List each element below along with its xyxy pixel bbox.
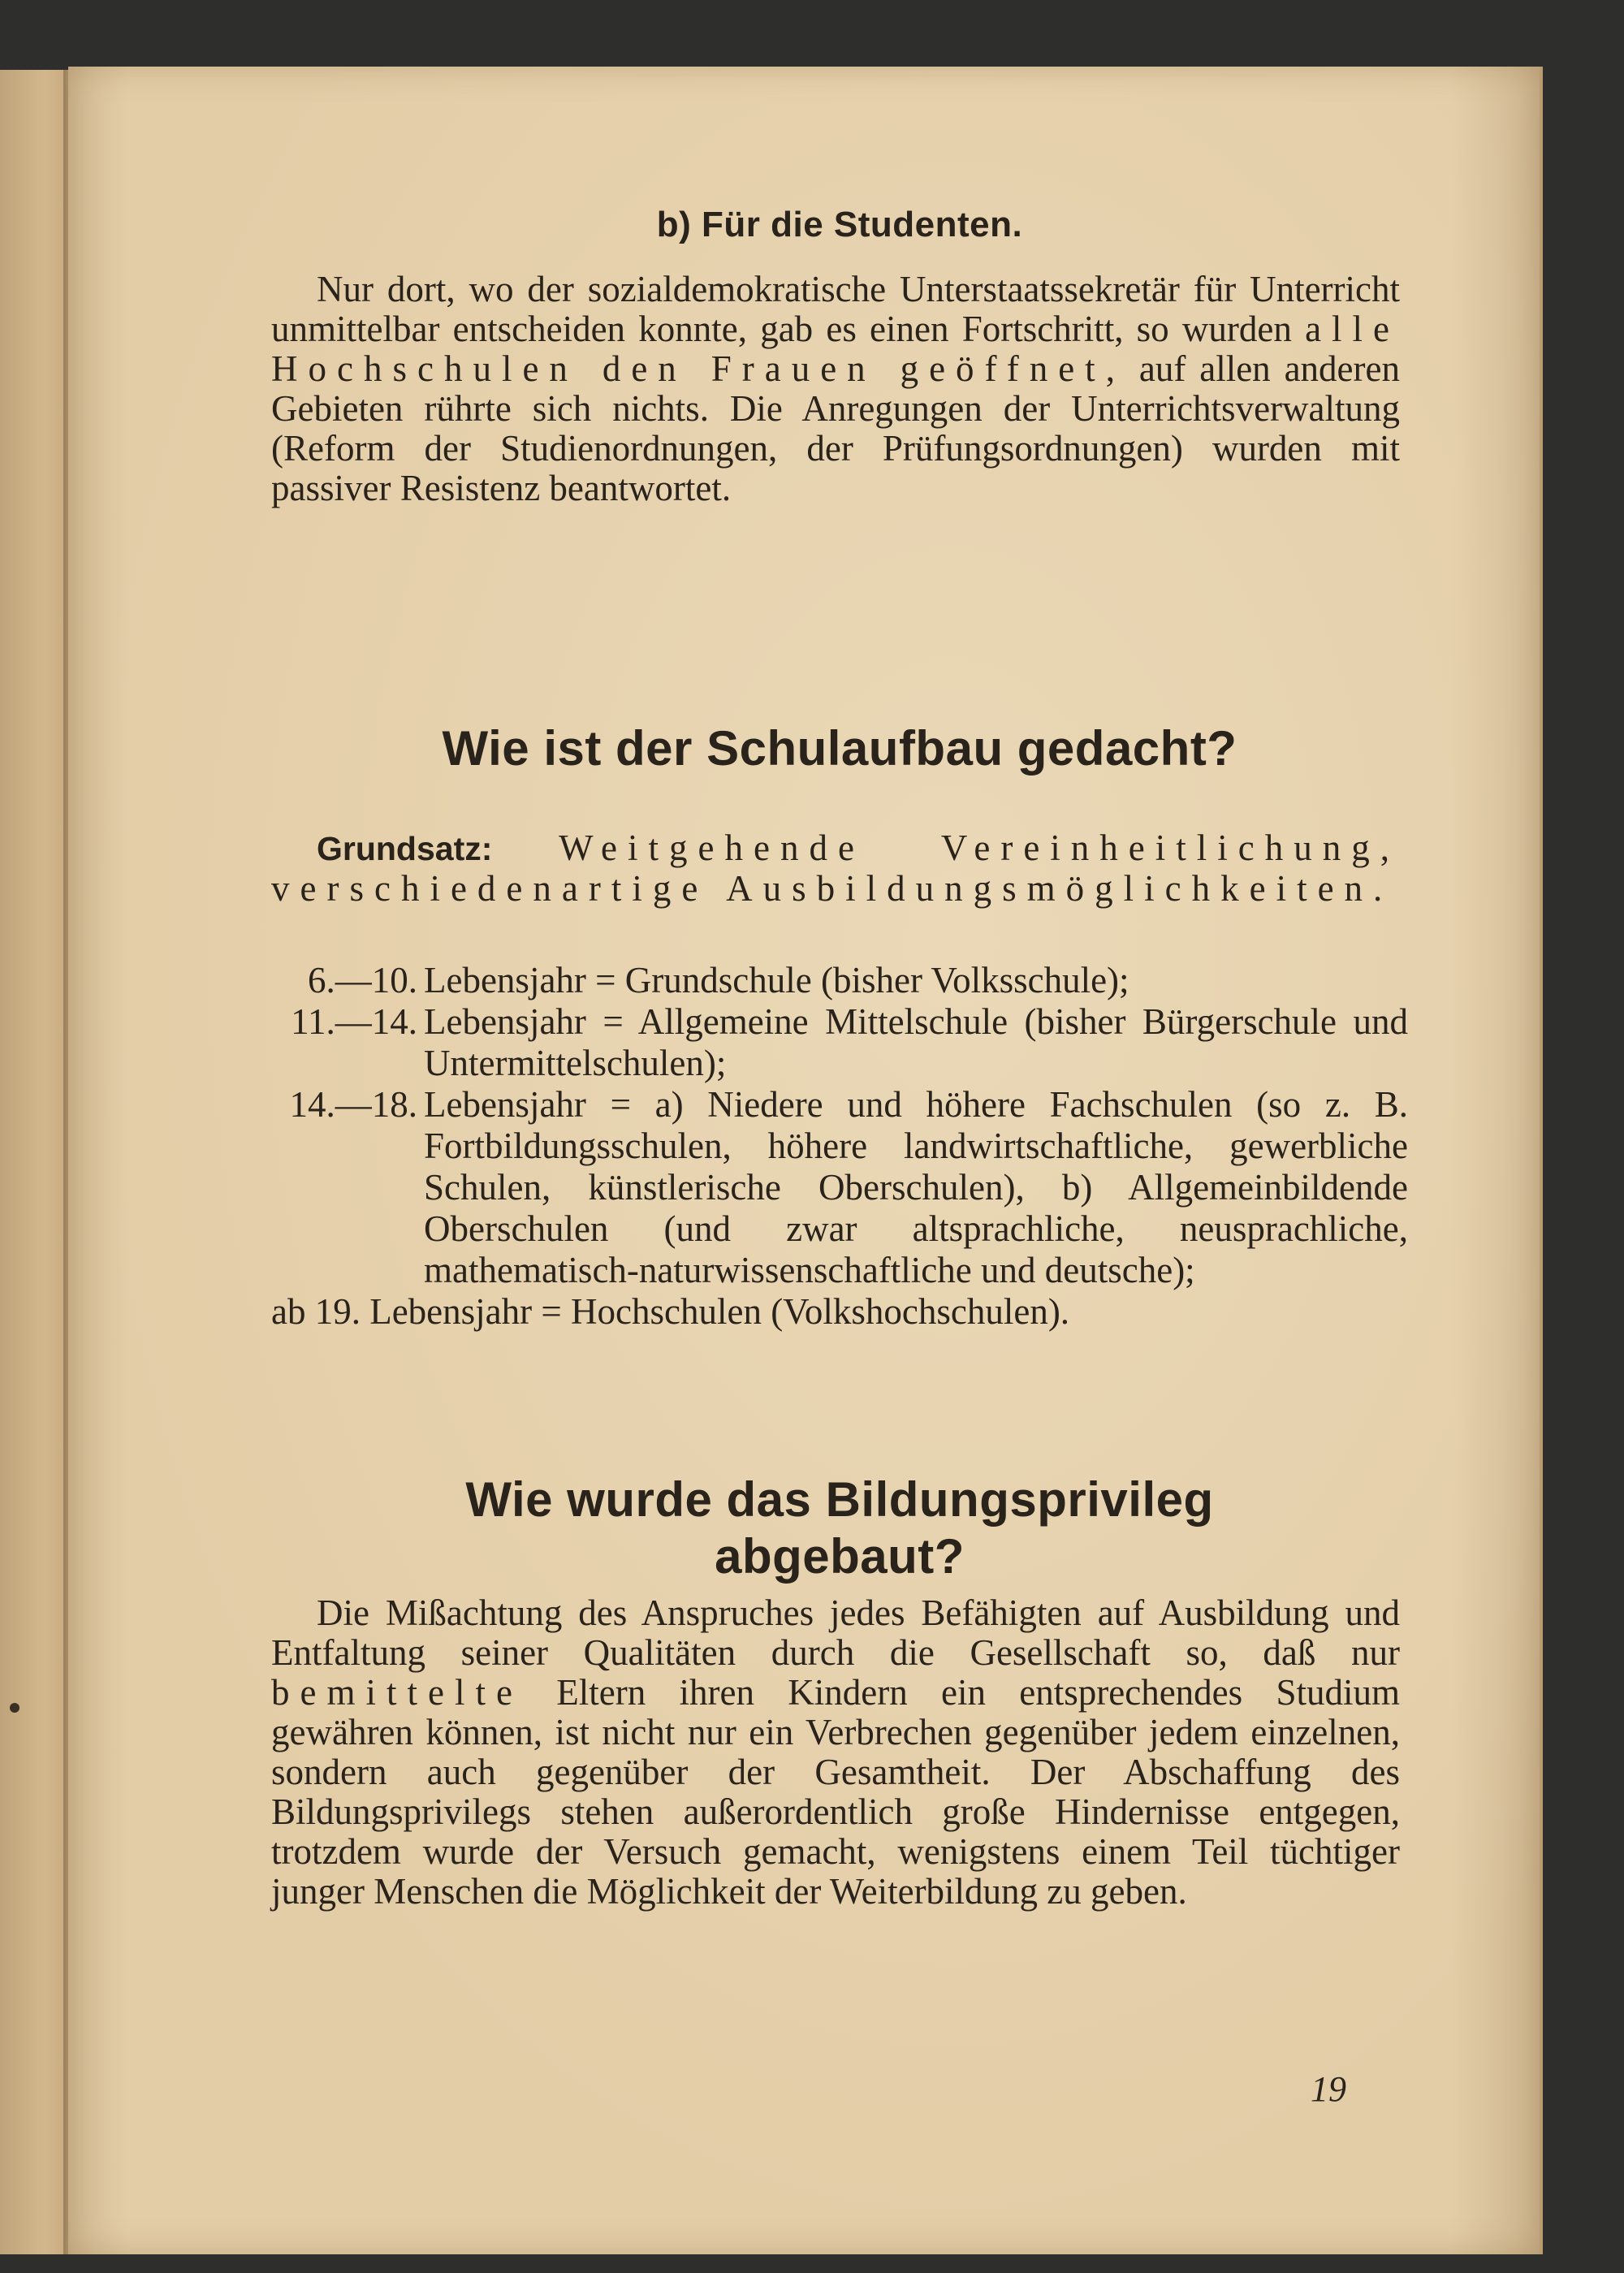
list-item — [271, 1001, 1408, 1084]
list-item — [271, 1084, 1408, 1291]
paragraph-text: Eltern ihren Kindern ein entsprechendes Studium gewähren können, ist nicht nur ein Verbrechen gegenüber jedem einzelnen, sondern auch gegenüber der Gesamtheit. Der Abschaffung des Bildungsprivilegs stehen außerordentlich große Hindernisse entgegen, trotzdem wurde der Versuch gemacht, wenigstens einem Teil tüchtiger junger Menschen die Möglichkeit der Weiterbildung zu geben. — [271, 1672, 1401, 1912]
age-range: 11.—14. — [291, 1001, 417, 1042]
level-description: Lebensjahr = Grundschule (bisher Volksschule); — [424, 960, 1129, 1000]
list-item — [271, 960, 1408, 1001]
level-description: Lebensjahr = Allgemeine Mittelschule (bisher Bürgerschule und Untermittelschulen); — [424, 1001, 1408, 1083]
heading-bildungsprivileg — [271, 1471, 1408, 1585]
ink-fleck — [10, 1703, 19, 1713]
paragraph-text: Nur dort, wo der sozialdemokratische Unterstaatssekretär für Unterricht unmittelbar entscheiden konnte, gab es einen Fortschritt, so wurden — [271, 269, 1400, 349]
grundsatz-text: Weitgehende Vereinheitlichung, verschiedenartige Ausbildungsmöglichkeiten. — [271, 828, 1401, 909]
paragraph-bildungsprivileg — [271, 1593, 1400, 1912]
page-content — [271, 67, 1408, 2254]
page-number: 19 — [1311, 2069, 1346, 2109]
paragraph-students — [271, 270, 1400, 508]
emphasized-text: alle Hochschulen den Frauen geöffnet, — [271, 309, 1401, 389]
level-description: ab 19. Lebensjahr = Hochschulen (Volkshochschulen). — [271, 1291, 1070, 1332]
facing-page-edge — [0, 70, 73, 2254]
age-range: 14.—18. — [289, 1084, 417, 1125]
heading-schulaufbau: Wie ist der Schulaufbau gedacht? — [442, 721, 1237, 776]
paragraph-text: auf allen anderen Gebieten rührte sich nichts. Die Anregungen der Unterrichtsverwaltung (Reform der Studienordnungen, der Prüfungsordnungen) wurden mit passiver Resistenz beantwortet. — [271, 348, 1400, 508]
heading-line: abgebaut? — [715, 1529, 965, 1584]
list-item — [271, 1291, 1408, 1333]
emphasized-text: bemittelte — [271, 1672, 523, 1713]
heading-line: Wie wurde das Bildungsprivileg — [465, 1472, 1214, 1527]
age-range: 6.—10. — [308, 960, 417, 1000]
grundsatz-paragraph — [271, 828, 1400, 909]
book-page — [68, 67, 1543, 2254]
grundsatz-label: Grundsatz: — [317, 830, 493, 867]
section-subheading: b) Für die Studenten. — [656, 205, 1023, 244]
level-description: Lebensjahr = a) Niedere und höhere Fachschulen (so z. B. Fortbildungsschulen, höhere landwirtschaftliche, gewerbliche Schulen, künstlerische Oberschulen), b) Allgemeinbildende Oberschulen (und zwar altsprachliche, neusprachliche, mathematisch-naturwissenschaftliche und deutsche); — [424, 1084, 1408, 1290]
paragraph-text: Die Mißachtung des Anspruches jedes Befähigten auf Ausbildung und Entfaltung seiner Qualitäten durch die Gesellschaft so, daß nur — [271, 1592, 1400, 1673]
school-levels-list — [271, 960, 1408, 1333]
